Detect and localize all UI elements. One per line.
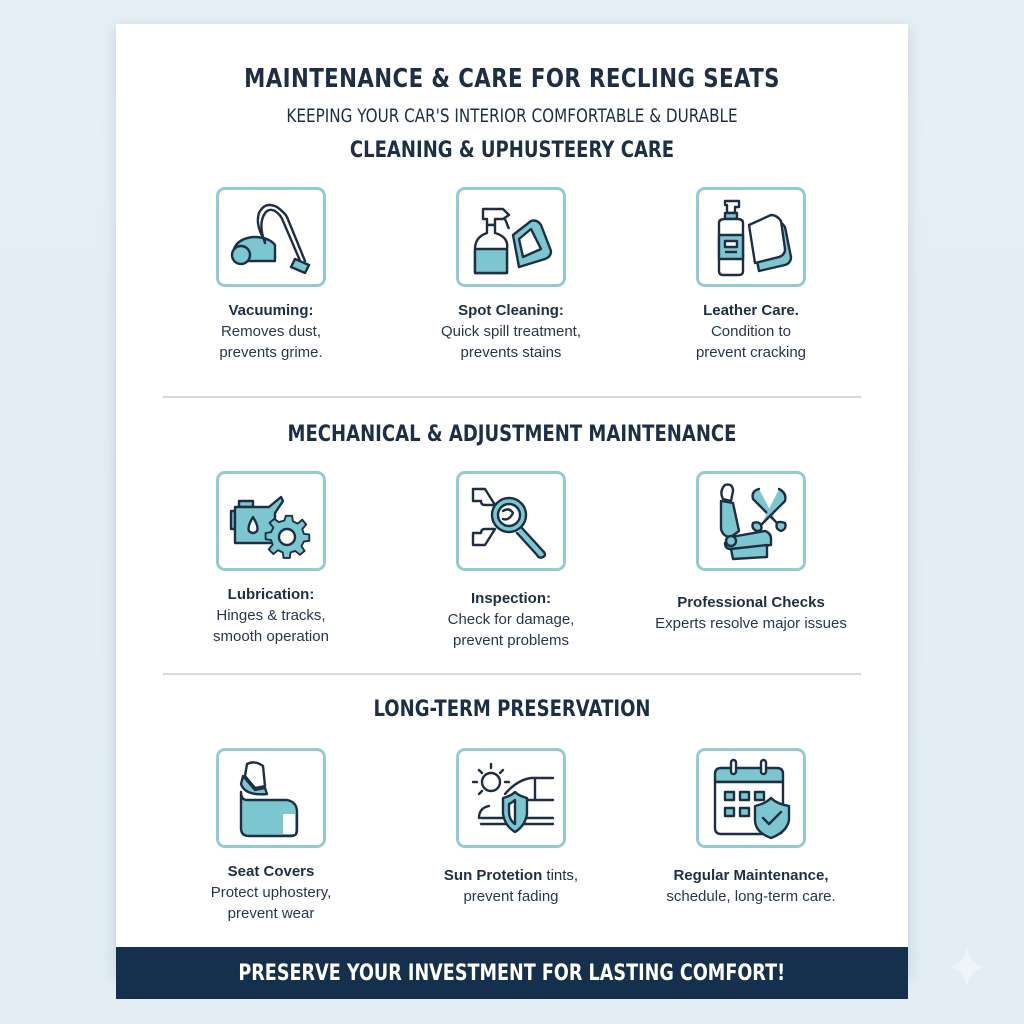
calendar-shield-icon — [696, 748, 806, 848]
section-heading-cleaning: CLEANING & UPHUSTEERY CARE — [349, 138, 675, 163]
page-title: MAINTENANCE & CARE FOR RECLING SEATS — [244, 64, 780, 94]
spray-bottle-cloth-icon — [456, 187, 566, 287]
item-title: Inspection: — [470, 590, 551, 607]
vacuum-cleaner-icon — [216, 187, 326, 287]
sun-shield-car-icon — [456, 748, 566, 848]
item-desc-line: Removes dust, — [220, 323, 322, 340]
oil-can-gear-icon — [216, 471, 326, 571]
leather-conditioner-icon — [696, 187, 806, 287]
section-heading-mechanical: MECHANICAL & ADJUSTMENT MAINTENANCE — [287, 422, 737, 447]
item-desc-line: Check for damage, — [447, 611, 575, 628]
item-desc-line: Experts resolve major issues — [655, 615, 847, 632]
item-desc-line: prevent wear — [227, 905, 315, 922]
infographic-card — [116, 24, 908, 974]
item-title: Vacuuming: — [228, 302, 314, 319]
item-title: Regular Maintenance, — [673, 867, 829, 884]
item-title: Professional Checks — [677, 594, 825, 611]
item-title: Lubrication: — [227, 586, 315, 603]
item-title-bold: Sun Protetion — [443, 867, 543, 884]
item-desc-line: prevent cracking — [695, 344, 807, 361]
item-title — [396, 866, 626, 886]
seat-cover-icon — [216, 748, 326, 848]
page-subtitle: KEEPING YOUR CAR'S INTERIOR COMFORTABLE & DURABLE — [286, 105, 738, 127]
item-lubrication — [156, 471, 386, 647]
item-title: Seat Covers — [227, 863, 315, 880]
item-regular-maintenance — [636, 748, 866, 907]
item-desc-line: prevent problems — [453, 632, 569, 649]
item-desc-line: prevents stains — [460, 344, 562, 361]
item-title: Spot Cleaning: — [458, 302, 564, 319]
item-desc-line: Hinges & tracks, — [216, 607, 326, 624]
item-desc-line: Protect uphostery, — [210, 884, 332, 901]
item-professional-checks — [636, 471, 866, 634]
item-spot-cleaning — [396, 187, 626, 363]
item-vacuuming — [156, 187, 386, 363]
item-title-suffix: tints, — [542, 867, 579, 884]
item-desc-line: prevents grime. — [219, 344, 323, 361]
sparkle-icon — [947, 944, 987, 990]
footer-banner — [116, 947, 908, 999]
seat-wrench-icon — [696, 471, 806, 571]
item-sun-protection — [396, 748, 626, 907]
item-desc-line: smooth operation — [213, 628, 329, 645]
item-desc-line: schedule, long-term care. — [666, 888, 836, 905]
item-title: Leather Care. — [703, 302, 799, 319]
item-desc-line: Condition to — [710, 323, 792, 340]
item-seat-covers — [156, 748, 386, 924]
section-heading-preservation: LONG-TERM PRESERVATION — [373, 697, 651, 722]
item-desc-line: Quick spill treatment, — [440, 323, 582, 340]
footer-banner-text: PRESERVE YOUR INVESTMENT FOR LASTING COMFORT! — [238, 960, 786, 986]
item-inspection — [396, 471, 626, 651]
section-divider — [163, 673, 861, 675]
magnifier-inspection-icon — [456, 471, 566, 571]
item-desc-line: prevent fading — [463, 888, 559, 905]
section-divider — [163, 396, 861, 398]
item-leather-care — [636, 187, 866, 363]
